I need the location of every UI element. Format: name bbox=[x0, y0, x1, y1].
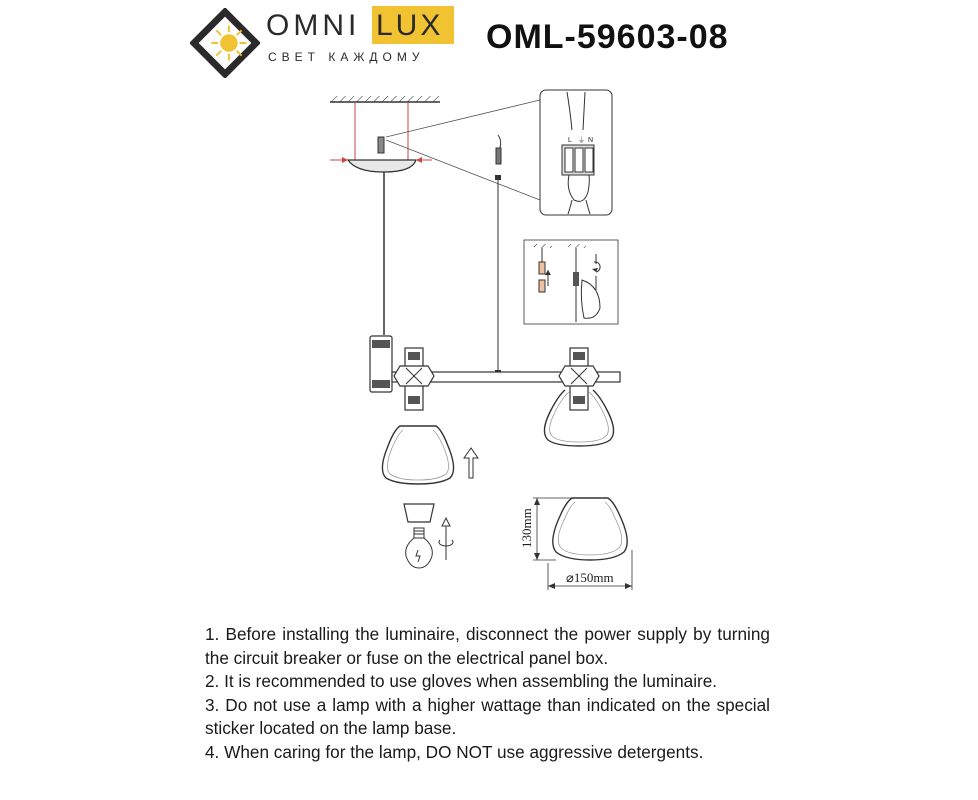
brand-name-omni: OMNI bbox=[266, 9, 361, 42]
terminal-label-n: N bbox=[588, 137, 594, 144]
ceiling bbox=[330, 96, 440, 102]
header bbox=[0, 0, 978, 90]
instruction-item: 2. It is recommended to use gloves when assembling the luminaire. bbox=[205, 671, 718, 692]
suspension-cable bbox=[495, 135, 501, 376]
light-bulb-icon bbox=[406, 528, 433, 568]
brand-tagline: СВЕТ КАЖДОМУ bbox=[268, 50, 425, 64]
lamp-socket-left bbox=[394, 348, 434, 410]
detail-leader-line bbox=[386, 100, 540, 137]
terminal-label-ground: ⏚ bbox=[578, 137, 585, 144]
lamp-socket-right bbox=[559, 348, 599, 410]
model-number: OML-59603-08 bbox=[486, 18, 729, 56]
install-arrow-icon bbox=[464, 448, 478, 478]
instructions bbox=[205, 623, 770, 765]
assembly-diagram bbox=[0, 85, 978, 605]
glass-shade-detached-inner bbox=[387, 430, 448, 480]
terminal-label-l: L bbox=[568, 137, 572, 144]
instruction-item: 3. Do not use a lamp with a higher wattage than indicated on the special sticker located on the lamp base. bbox=[205, 694, 770, 739]
logo-diamond-icon bbox=[190, 8, 260, 78]
assembly-drawing bbox=[0, 85, 978, 605]
detail-leader-line bbox=[386, 140, 540, 200]
screw-in-arrow-icon bbox=[439, 518, 453, 560]
canopy bbox=[330, 103, 432, 172]
shade-ring bbox=[404, 504, 434, 522]
terminal-block-detail bbox=[540, 90, 612, 215]
brand-name-lux: LUX bbox=[376, 9, 444, 42]
glass-shade-detached bbox=[382, 426, 453, 484]
instruction-item: 1. Before installing the luminaire, disconnect the power supply by turning the circuit breaker or fuse on the electrical panel box. bbox=[205, 624, 770, 668]
cable-adjustment-detail bbox=[524, 240, 618, 324]
dimension-diameter: ⌀150mm bbox=[566, 570, 614, 585]
dimension-height: 130mm bbox=[519, 508, 534, 548]
instruction-item: 4. When caring for the lamp, DO NOT use aggressive detergents. bbox=[205, 741, 704, 762]
shade-dimensions bbox=[519, 498, 632, 590]
